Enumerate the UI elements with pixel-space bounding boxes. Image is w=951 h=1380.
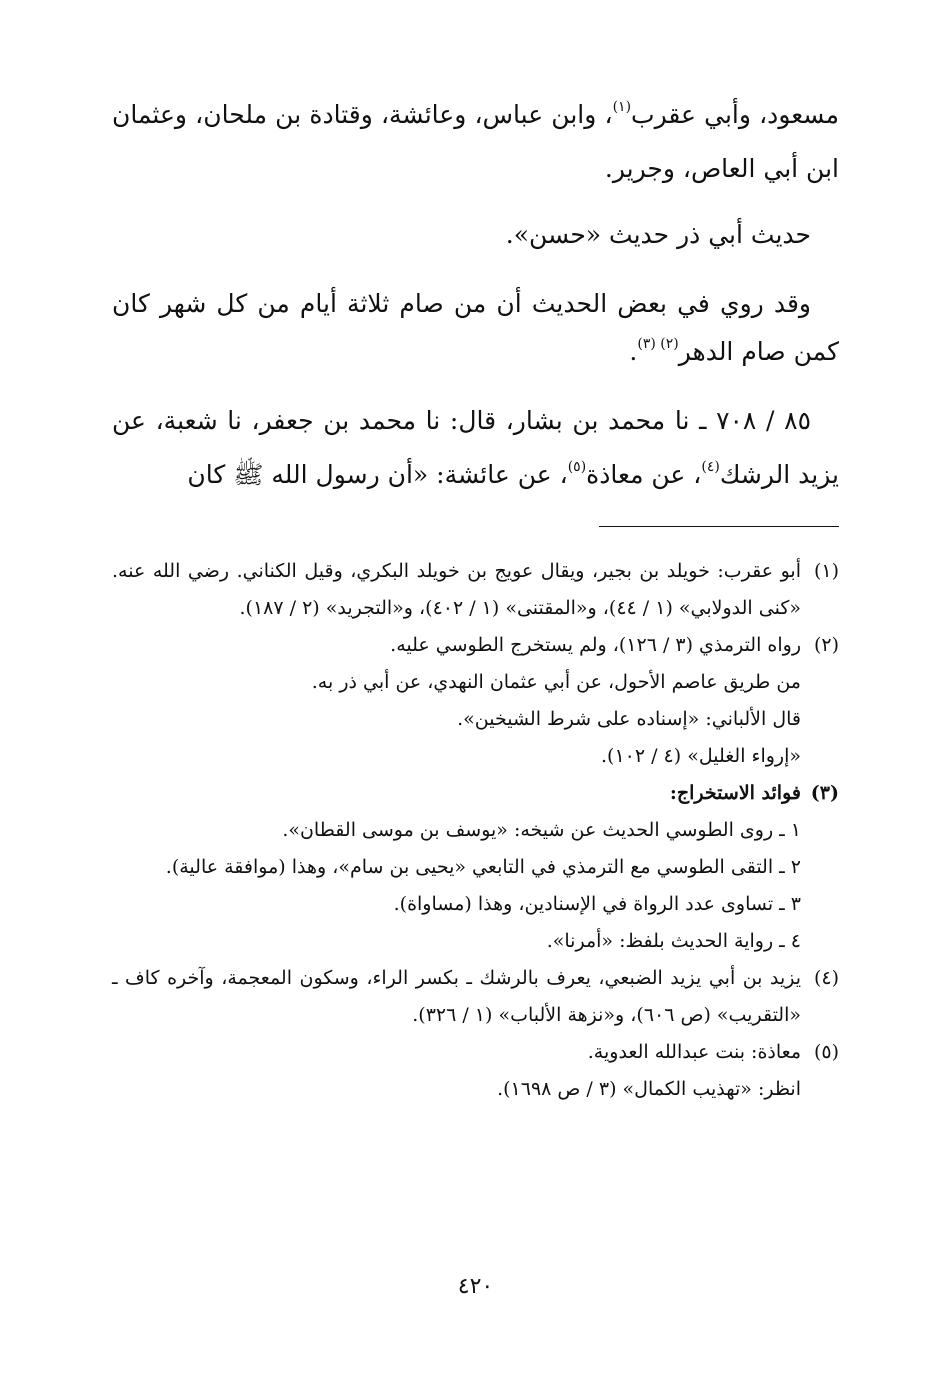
footnote-1-number: (١) xyxy=(813,560,839,582)
footnote-4-number: (٤) xyxy=(813,967,839,989)
footnote-2-line-3: قال الألباني: «إسناده على شرط الشيخين». xyxy=(457,708,801,730)
footnote-ref-2-3[interactable]: (٢) (٣) xyxy=(637,336,679,352)
footnote-2-line-4: «إرواء الغليل» (٤ / ١٠٢). xyxy=(600,745,801,767)
footnote-1 xyxy=(112,553,839,627)
hadith-text-c: ، عن عائشة: «أن رسول الله ﷺ كان xyxy=(187,460,568,489)
paragraph-1 xyxy=(112,88,839,196)
footnote-5-line-2: انظر: «تهذيب الكمال» (٣ / ص ١٦٩٨). xyxy=(497,1078,801,1100)
footnote-1-text: أبو عقرب: خويلد بن بجير، ويقال عويج بن خويلد البكري، وقيل الكناني. رضي الله عنه. «كنى الدولابي» (١ / ٤٤)، و«المقتنى» (١ / ٤٠٢)، و«التجريد» (٢ / ١٨٧). xyxy=(112,560,801,619)
footnote-4-text: يزيد بن أبي يزيد الضبعي، يعرف بالرشك ـ بكسر الراء، وسكون المعجمة، وآخره كاف ـ «التقريب» (ص ٦٠٦)، و«نزهة الألباب» (١ / ٣٢٦). xyxy=(112,967,801,1026)
hadith-text-a: ٨٥ / ٧٠٨ ـ نا محمد بن بشار، قال: نا محمد بن جعفر، نا شعبة، عن يزيد الرشك xyxy=(112,406,839,489)
footnotes xyxy=(112,553,839,1108)
footnote-2-line-2: من طريق عاصم الأحول، عن أبي عثمان النهدي، عن أبي ذر به. xyxy=(311,671,801,693)
footnote-ref-5[interactable]: (٥) xyxy=(567,459,587,475)
footnote-5-line-1: معاذة: بنت عبدالله العدوية. xyxy=(587,1041,801,1063)
footnote-3-item-3: ٣ ـ تساوى عدد الرواة في الإسنادين، وهذا (مساواة). xyxy=(393,893,801,915)
footnote-separator xyxy=(599,526,839,527)
footnote-4 xyxy=(112,960,839,1034)
footnote-2 xyxy=(112,627,839,775)
paragraph-3 xyxy=(112,280,839,376)
footnote-5 xyxy=(112,1034,839,1108)
hadith-paragraph xyxy=(112,394,839,502)
footnote-5-number: (٥) xyxy=(813,1041,839,1063)
hadith-text-b: ، عن معاذة xyxy=(586,460,702,489)
paragraph-1-text-a: مسعود، وأبي عقرب xyxy=(631,100,839,129)
footnote-3-number: (٣) xyxy=(810,782,839,804)
paragraph-1-text-b: ، وابن عباس، وعائشة، وقتادة بن ملحان، وعثمان ابن أبي العاص، وجرير. xyxy=(112,100,839,183)
page-number: ٤٢٠ xyxy=(457,1274,494,1299)
footnote-2-number: (٢) xyxy=(813,634,839,656)
footnote-3-heading: فوائد الاستخراج: xyxy=(669,782,801,804)
footnote-3-item-2: ٢ ـ التقى الطوسي مع الترمذي في التابعي «يحيى بن سام»، وهذا (موافقة عالية). xyxy=(165,856,801,878)
main-text xyxy=(112,88,839,502)
paragraph-2: حديث أبي ذر حديث «حسن». xyxy=(505,220,811,249)
footnote-3-item-4: ٤ ـ رواية الحديث بلفظ: «أمرنا». xyxy=(546,930,801,952)
footnote-ref-4[interactable]: (٤) xyxy=(701,459,720,475)
paragraph-3-end: . xyxy=(629,337,638,366)
footnote-2-line-1: رواه الترمذي (٣ / ١٢٦)، ولم يستخرج الطوسي عليه. xyxy=(390,634,801,656)
footnote-ref-1[interactable]: (١) xyxy=(612,99,632,115)
paragraph-3-text: وقد روي في بعض الحديث أن من صام ثلاثة أيام من كل شهر كان كمن صام الدهر xyxy=(112,289,839,366)
footnote-3 xyxy=(112,775,839,812)
footnote-3-item-1: ١ ـ روى الطوسي الحديث عن شيخه: «يوسف بن موسى القطان». xyxy=(282,819,801,841)
